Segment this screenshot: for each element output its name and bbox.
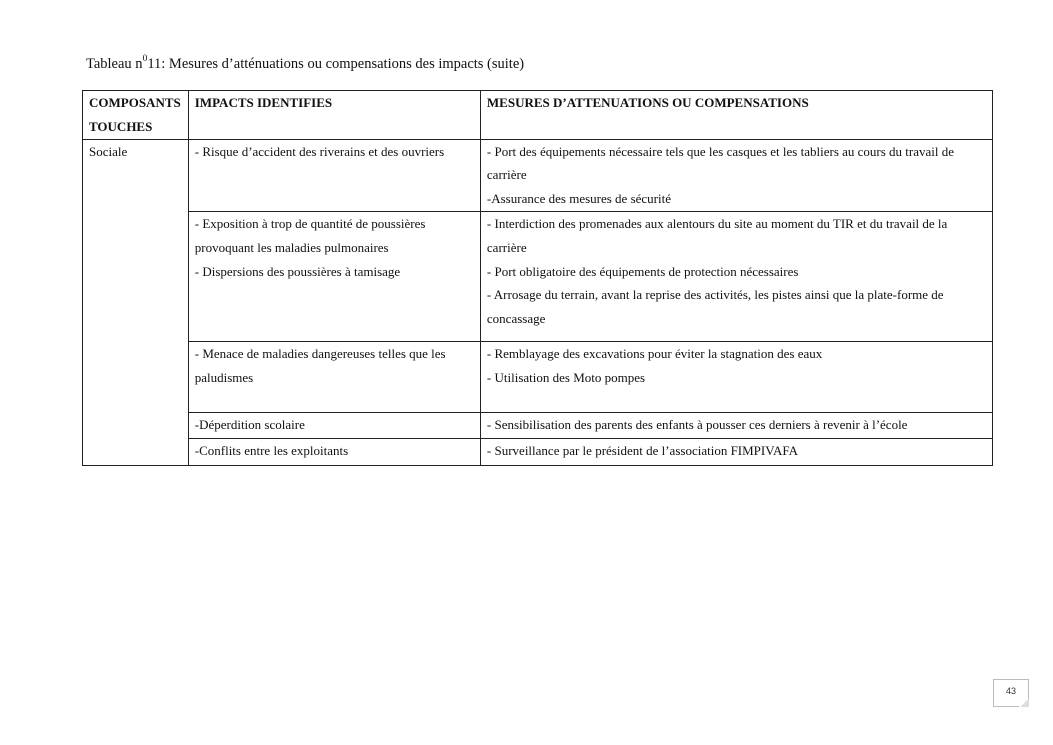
impact-cell: -Déperdition scolaire bbox=[188, 412, 480, 438]
header-measures: MESURES D’ATTENUATIONS OU COMPENSATIONS bbox=[480, 91, 992, 140]
impact-cell: - Risque d’accident des riverains et des ouvriers bbox=[188, 139, 480, 211]
mitigation-table bbox=[82, 90, 993, 466]
table-row bbox=[83, 139, 993, 211]
table-row bbox=[83, 412, 993, 438]
page-number-text: 43 bbox=[1005, 686, 1016, 696]
header-components: COMPOSANTS TOUCHES bbox=[83, 91, 189, 140]
table-header-row bbox=[83, 91, 993, 140]
page-curl-icon bbox=[1019, 699, 1029, 707]
page-number bbox=[993, 679, 1029, 707]
measure-cell: - Port des équipements nécessaire tels que les casques et les tabliers au cours du travail de carrière -Assurance des mesures de sécurité bbox=[480, 139, 992, 211]
table-row bbox=[83, 211, 993, 341]
table-row bbox=[83, 438, 993, 465]
measure-cell: - Sensibilisation des parents des enfants à pousser ces derniers à revenir à l’école bbox=[480, 412, 992, 438]
component-cell: Sociale bbox=[83, 139, 189, 465]
impact-cell: - Exposition à trop de quantité de poussières provoquant les maladies pulmonaires - Dispersions des poussières à tamisage bbox=[188, 211, 480, 341]
table-row bbox=[83, 341, 993, 412]
measure-cell: - Remblayage des excavations pour éviter la stagnation des eaux - Utilisation des Moto pompes bbox=[480, 341, 992, 412]
table-caption: Tableau $n^011$: Mesures d’atténuations ou compensations des impacts (suite) bbox=[86, 54, 525, 72]
measure-cell: - Interdiction des promenades aux alentours du site au moment du TIR et du travail de la carrière - Port obligatoire des équipements de protection nécessaires - Arrosage du terrain, avant la reprise des activités, les pistes ainsi que la plate-forme de concassage bbox=[480, 211, 992, 341]
measure-cell: - Surveillance par le président de l’association FIMPIVAFA bbox=[480, 438, 992, 465]
impact-cell: - Menace de maladies dangereuses telles que les paludismes bbox=[188, 341, 480, 412]
impact-cell: -Conflits entre les exploitants bbox=[188, 438, 480, 465]
header-impacts: IMPACTS IDENTIFIES bbox=[188, 91, 480, 140]
